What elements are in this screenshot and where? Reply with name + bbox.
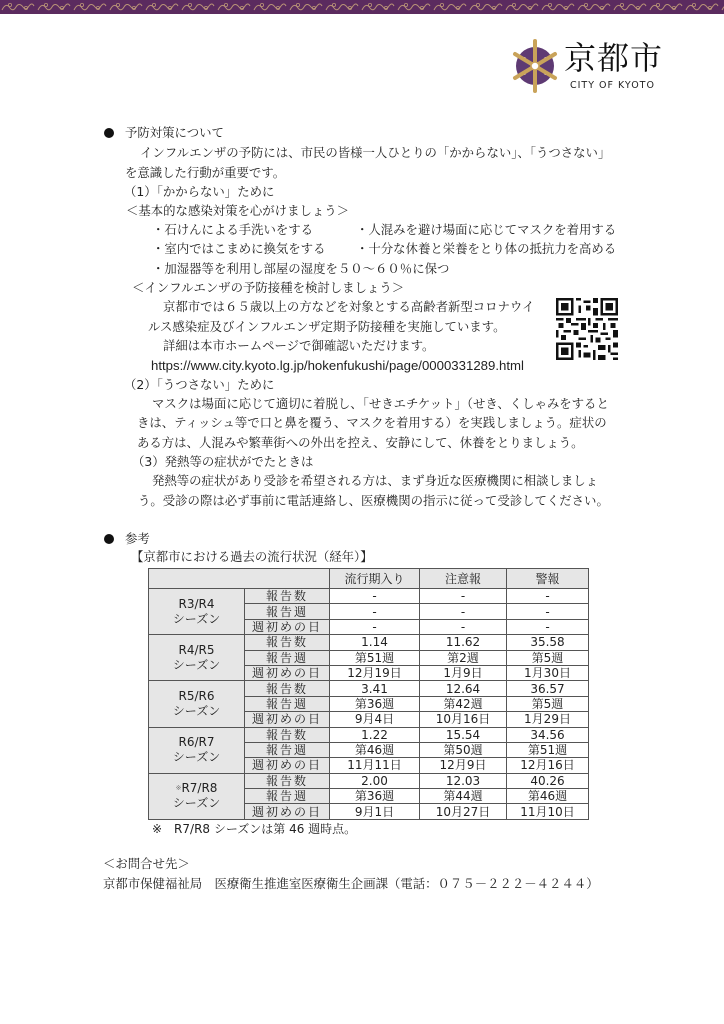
footnote-mark: ※: [175, 784, 182, 793]
table-cell: -: [507, 604, 589, 619]
bullet-icon: [104, 128, 114, 138]
reference-heading: 参考: [125, 531, 150, 546]
row-label: 週初めの日: [245, 758, 330, 773]
table-cell: 12月16日: [507, 758, 589, 773]
section-2-title: （2）「うつさない」ために: [124, 377, 275, 392]
decorative-banner: [0, 0, 724, 14]
section-2-line-1: マスクは場面に応じて適切に着脱し、「せきエチケット」（せき、くしゃみをすると: [152, 396, 609, 411]
measure-item: ・人混みを避け場面に応じてマスクを着用する: [356, 222, 617, 237]
column-header: 警報: [507, 569, 589, 589]
logo-subtitle: CITY OF KYOTO: [570, 80, 655, 91]
bullet-icon: [104, 534, 114, 544]
table-cell: -: [330, 619, 420, 634]
section-3-title: （3）発熱等の症状がでたときは: [132, 454, 314, 469]
table-cell: 第44週: [420, 789, 507, 804]
section-1-subheading-2: ＜インフルエンザの予防接種を検討しましょう＞: [132, 280, 405, 295]
season-cell: [149, 773, 245, 819]
table-footnote: ※ R7/R8 シーズンは第 46 週時点。: [152, 822, 357, 836]
table-title: 【京都市における過去の流行状況（経年）】: [131, 549, 373, 564]
table-cell: 第46週: [507, 789, 589, 804]
row-label: 報告週: [245, 650, 330, 665]
intro-line-1: インフルエンザの予防には、市民の皆様一人ひとりの「かからない」、「うつさない」: [140, 145, 611, 160]
intro-line-2: を意識した行動が重要です。: [125, 165, 286, 180]
season-name: R7/R8: [181, 781, 218, 796]
season-name: R5/R6: [178, 688, 215, 703]
table-cell: 第50週: [420, 742, 507, 757]
row-label: 週初めの日: [245, 665, 330, 680]
section-1-title: （1）「かからない」ために: [124, 184, 275, 199]
epidemic-history-table: [148, 568, 589, 820]
row-label: 報告週: [245, 604, 330, 619]
column-header: 流行期入り: [330, 569, 420, 589]
table-cell: 11月11日: [330, 758, 420, 773]
logo-text: 京都市: [564, 39, 664, 77]
header-blank-cell: [149, 569, 330, 589]
measure-item: ・加湿器等を利用し部屋の湿度を５０～６０％に保つ: [152, 261, 450, 276]
table-cell: 1月30日: [507, 665, 589, 680]
season-suffix: シーズン: [172, 611, 221, 626]
table-cell: 11月10日: [507, 804, 589, 819]
homepage-link[interactable]: https://www.city.kyoto.lg.jp/hokenfukushi/page/0000331289.html: [151, 358, 524, 373]
table-cell: 11.62: [420, 635, 507, 650]
row-label: 週初めの日: [245, 619, 330, 634]
kyoto-city-logo: [510, 38, 670, 94]
table-cell: -: [507, 619, 589, 634]
season-suffix: シーズン: [172, 657, 221, 672]
table-cell: 1.14: [330, 635, 420, 650]
column-header: 注意報: [420, 569, 507, 589]
table-cell: 34.56: [507, 727, 589, 742]
table-row: [149, 635, 589, 650]
swirl-pattern: [0, 0, 724, 14]
table-cell: 第5週: [507, 696, 589, 711]
table-cell: 36.57: [507, 681, 589, 696]
table-cell: 12.64: [420, 681, 507, 696]
contact-heading: ＜お問合せ先＞: [103, 856, 190, 871]
vaccination-line-2: ルス感染症及びインフルエンザ定期予防接種を実施しています。: [148, 319, 506, 334]
measure-item: ・室内ではこまめに換気をする: [152, 241, 326, 256]
table-cell: -: [507, 589, 589, 604]
table-cell: 第42週: [420, 696, 507, 711]
row-label: 報告数: [245, 681, 330, 696]
vaccination-line-3: 詳細は本市ホームページで御確認いただけます。: [163, 338, 435, 353]
table-cell: 9月4日: [330, 712, 420, 727]
season-name: R3/R4: [178, 596, 215, 611]
table-cell: 10月16日: [420, 712, 507, 727]
table-cell: 1月29日: [507, 712, 589, 727]
table-row: [149, 589, 589, 604]
table-cell: 1.22: [330, 727, 420, 742]
city-emblem-icon: [510, 38, 560, 94]
table-cell: 3.41: [330, 681, 420, 696]
table-cell: 12月19日: [330, 665, 420, 680]
row-label: 報告数: [245, 635, 330, 650]
season-cell: [149, 681, 245, 727]
table-cell: 9月1日: [330, 804, 420, 819]
table-cell: 1月9日: [420, 665, 507, 680]
table-row: [149, 727, 589, 742]
row-label: 報告数: [245, 589, 330, 604]
table-cell: 第2週: [420, 650, 507, 665]
table-cell: 第36週: [330, 789, 420, 804]
table-cell: 第51週: [330, 650, 420, 665]
table-cell: -: [330, 604, 420, 619]
section-2-line-3: ある方は、人混みや繁華街への外出を控え、安静にして、休養をとりましょう。: [137, 435, 584, 450]
season-suffix: シーズン: [172, 750, 221, 765]
row-label: 報告数: [245, 727, 330, 742]
table-cell: 第46週: [330, 742, 420, 757]
table-cell: -: [420, 604, 507, 619]
table-cell: 第51週: [507, 742, 589, 757]
section-3-line-2: う。受診の際は必ず事前に電話連絡し、医療機関の指示に従って受診してください。: [138, 493, 609, 508]
season-cell: [149, 589, 245, 635]
season-cell: [149, 635, 245, 681]
measure-item: ・石けんによる手洗いをする: [152, 222, 314, 237]
table-cell: 10月27日: [420, 804, 507, 819]
table-cell: 第5週: [507, 650, 589, 665]
season-name: R6/R7: [178, 735, 215, 750]
qr-code-icon[interactable]: [556, 298, 618, 360]
table-row: [149, 773, 589, 788]
table-cell: 15.54: [420, 727, 507, 742]
table-cell: 第36週: [330, 696, 420, 711]
season-suffix: シーズン: [172, 796, 221, 811]
section-2-line-2: きは、ティッシュ等で口と鼻を覆う、マスクを着用する）を実践しましょう。症状の: [137, 415, 607, 430]
contact-line: 京都市保健福祉局 医療衛生推進室医療衛生企画課（電話：０７５－２２２－４２４４）: [103, 876, 599, 891]
row-label: 週初めの日: [245, 712, 330, 727]
season-name: R4/R5: [178, 642, 215, 657]
row-label: 報告週: [245, 696, 330, 711]
vaccination-line-1: 京都市では６５歳以上の方などを対象とする高齢者新型コロナウイ: [163, 299, 535, 314]
season-suffix: シーズン: [172, 703, 221, 718]
prevention-heading: 予防対策について: [125, 125, 224, 140]
table-cell: -: [420, 589, 507, 604]
table-cell: 12月9日: [420, 758, 507, 773]
section-3-line-1: 発熱等の症状があり受診を希望される方は、まず身近な医療機関に相談しましょ: [152, 473, 599, 488]
row-label: 週初めの日: [245, 804, 330, 819]
table-cell: 40.26: [507, 773, 589, 788]
row-label: 報告数: [245, 773, 330, 788]
table-cell: 35.58: [507, 635, 589, 650]
table-cell: -: [330, 589, 420, 604]
table-cell: 2.00: [330, 773, 420, 788]
table-cell: -: [420, 619, 507, 634]
row-label: 報告週: [245, 789, 330, 804]
table-cell: 12.03: [420, 773, 507, 788]
row-label: 報告週: [245, 742, 330, 757]
measure-item: ・十分な休養と栄養をとり体の抵抗力を高める: [356, 241, 617, 256]
season-cell: [149, 727, 245, 773]
table-row: [149, 681, 589, 696]
table-header-row: [149, 569, 589, 589]
section-1-subheading-1: ＜基本的な感染対策を心がけましょう＞: [126, 203, 350, 218]
